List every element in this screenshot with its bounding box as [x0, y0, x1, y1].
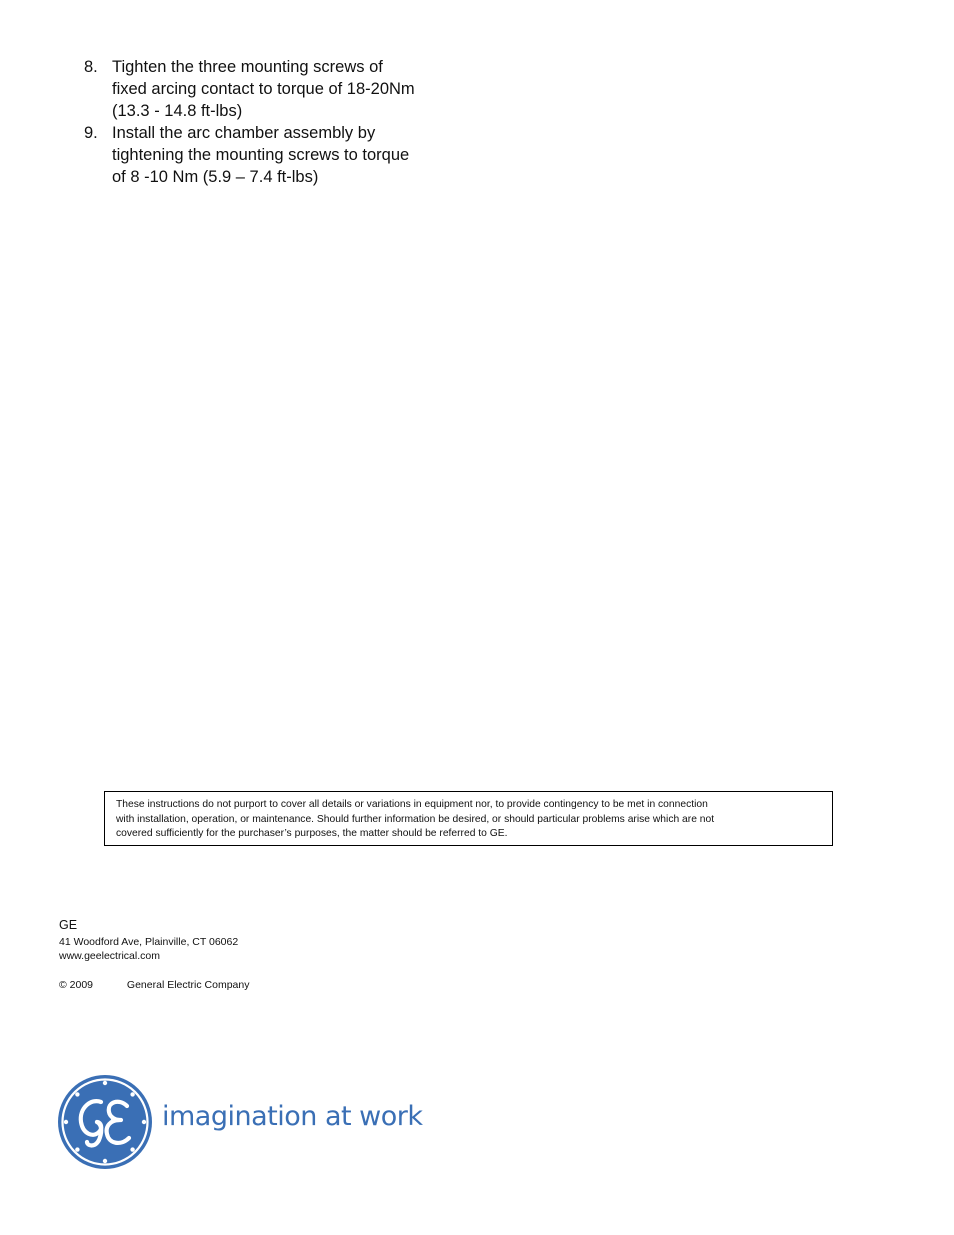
copyright-holder: General Electric Company [126, 979, 250, 991]
company-address: 41 Woodford Ave, Plainville, CT 06062 [59, 936, 239, 948]
company-name: GE [59, 918, 78, 932]
step-text: Tighten the three mounting screws of fixed arcing contact to torque of 18-20Nm (13.3 - 14.8 ft-lbs) [112, 58, 415, 120]
tagline-text: imagination at work [162, 1101, 423, 1132]
copyright-notice [59, 979, 249, 991]
company-website: www.geelectrical.com [59, 950, 160, 962]
disclaimer-text: These instructions do not purport to cover all details or variations in equipment nor, to provide contingency to be met in connection with installation, operation, or maintenance. Should further information be desired, or should particular problems arise which are not covered sufficiently for the purchaser’s purposes, the matter should be referred to GE. [116, 799, 715, 839]
instruction-steps [84, 56, 464, 188]
ge-logo-icon [57, 1074, 153, 1170]
step-item [84, 56, 464, 122]
step-text: Install the arc chamber assembly by tightening the mounting screws to torque of 8 -10 Nm (5.9 – 7.4 ft-lbs) [112, 124, 410, 186]
copyright-year: © 2009 [59, 979, 94, 991]
step-number: 9. [84, 124, 98, 142]
step-number: 8. [84, 58, 98, 76]
step-item [84, 122, 464, 188]
disclaimer-box [104, 791, 833, 846]
